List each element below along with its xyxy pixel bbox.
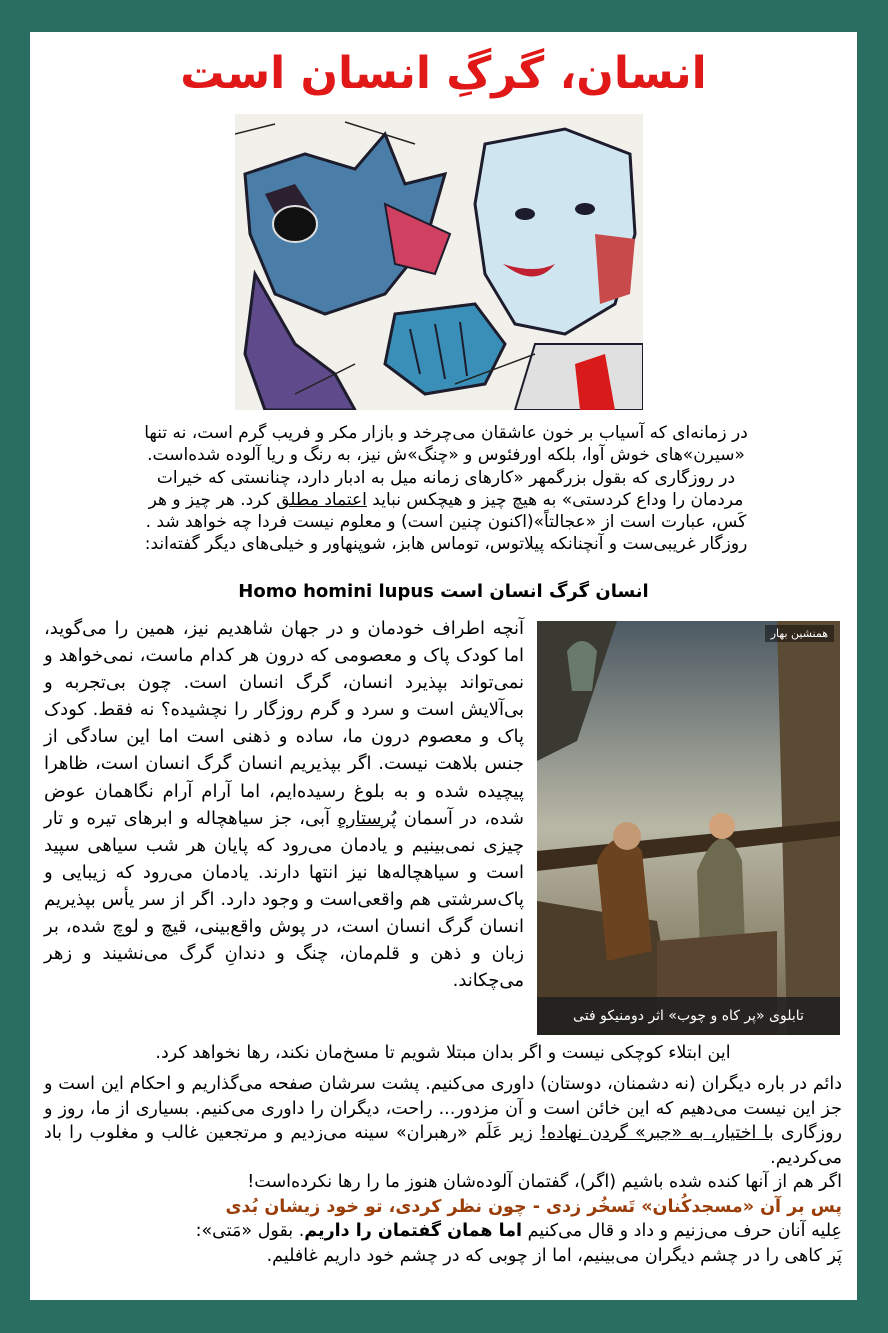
closing-underlined-text: با اختیار، به «جبر» گردن نهاده! (539, 1123, 774, 1143)
intro-line: در روزگاری که بقول بزرگمهر «کارهای زمانه میل به ادبار دارد، چنانستی که خیرات (156, 467, 736, 488)
hero-image-wolf-and-man (235, 114, 643, 410)
page-title: انسان، گرگِ انسان است (180, 48, 707, 99)
closing-paragraphs (44, 1072, 842, 1268)
closing-text: عِلیه آنان حرف می‌زنیم و داد و قال می‌کنیم (522, 1221, 842, 1241)
heading-persian: انسان گرگ انسان است (440, 581, 649, 602)
page (30, 32, 857, 1300)
closing-bold-text: اما همان گفتمان را داریم (304, 1221, 523, 1241)
intro-paragraph (56, 422, 836, 556)
closing-paragraph (44, 1072, 842, 1170)
intro-text: مردمان را وداع کردستی» به هیچ چیز و هیچکس نباید (366, 489, 744, 510)
column-text: آبی، جز سیاهچاله و ابرهای تیره و تار چیزی نمی‌بینیم و یادمان می‌رود که پایان هر شب سیاهی سپید است و سیاهچاله‌ها نیز انتها دارند. یادمان می‌رود که زیبایی و پاک‌سرشتی هم واقعی‌است و وجود دارد. اگر از سر یأس بپذیریم انسان گرگ انسان است، در پوش واقع‌بینی، قیچ و لوچ شده، بر زبان و ذهن و قلم‌مان، چنگ و دندانِ گرگ می‌نشیند و زهر می‌چکاند. (44, 807, 524, 992)
intro-underlined-text: اعتماد مطلق (276, 489, 367, 510)
closing-paragraph: پَر کاهی را در چشم دیگران می‌بینیم، اما از چوبی که در چشم خود داریم غافلیم. (266, 1245, 842, 1266)
closing-text: دائم در باره دیگران (نه دشمنان، دوستان) داوری می‌کنیم. پشت سرشان صفحه می‌گذاریم و احکام این است و جز این نیست می‌دهیم که این خائن است و آن مزدور... راحت، دیگران را داوری می‌کنیم. بسیاری از ما، روز و روزگاری (44, 1074, 842, 1143)
section-heading (30, 580, 857, 604)
image-credit: همنشین بهار (765, 625, 834, 642)
painting-image (537, 621, 840, 1035)
intro-line: در زمانه‌ای که آسیاب بر خون عاشقان می‌چرخد و بازار مکر و فریب گرم است، نه تنها (144, 423, 748, 443)
closing-paragraph: اگر هم از آنها کنده شده باشیم (اگر)، گفتمان آلوده‌شان هنوز ما را رها نکرده‌است! (247, 1172, 842, 1192)
after-line: این ابتلاء کوچکی نیست و اگر بدان مبتلا شویم تا مسخ‌مان نکند، رها نخواهد کرد. (155, 1043, 731, 1063)
column-paragraph (44, 615, 524, 994)
intro-line: کَس، عبارت است از «عجالتاً»(اکنون چنین است) و معلوم نیست فردا چه خواهد شد . (145, 512, 747, 533)
intro-text: کرد. هر چیز و هر (148, 489, 277, 510)
intro-line: روزگار غریبی‌ست و آنچنانکه پیلاتوس، توماس هابز، شوپنهاور و خیلی‌های دیگر گفته‌اند: (144, 534, 748, 555)
intro-line: «سیرن»های خوش آوا، بلکه اورفئوس و «چنگ»ش نیز، به رنگ و ریا آلوده شده‌است. (147, 445, 745, 466)
painting-caption: تابلوی «پر کاه و چوب» اثر دومنیکو فتی (537, 997, 840, 1035)
closing-text: . بقول «مَتی»: (195, 1221, 305, 1241)
column-text: آنچه اطراف خودمان و در جهان شاهدیم نیز، همین را می‌گوید، اما کودک پاک و معصومی که درون هر کدام ماست، نمی‌خواهد و نمی‌تواند بپذیرد انسان، گرگ انسان است. چون بی‌تجربه و بی‌آلایش است و سرد و گرم روزگار را نچشیده؟ نه فقط. کودک پاک و معصوم درون ما، ساده و ذهنی است اما این سادگی از جنس بلاهت نیست. اگر بپذیریم انسان گرگ انسان است، ظاهرا پیچیده شده و به بلوغ رسیده‌ایم، اما آرام آرام نگاهمان عوض شده، در آسمان (44, 618, 524, 829)
main-column-text (44, 615, 524, 994)
intro-line (56, 489, 836, 511)
poem-verse: پس بر آن «مسجدکُنان» تَسخُر زدی - چون نظر کردی، تو خود زیشان بُدی (225, 1196, 842, 1217)
column-underlined-text: پُرستارهِ (337, 807, 397, 829)
heading-latin: Homo homini lupus (238, 581, 434, 602)
closing-text: زیر عَلَم «رهبران» سینه می‌زدیم و مرتجعین غالب و مغلوب را باد می‌کردیم. (44, 1123, 842, 1168)
closing-paragraph (44, 1219, 842, 1244)
